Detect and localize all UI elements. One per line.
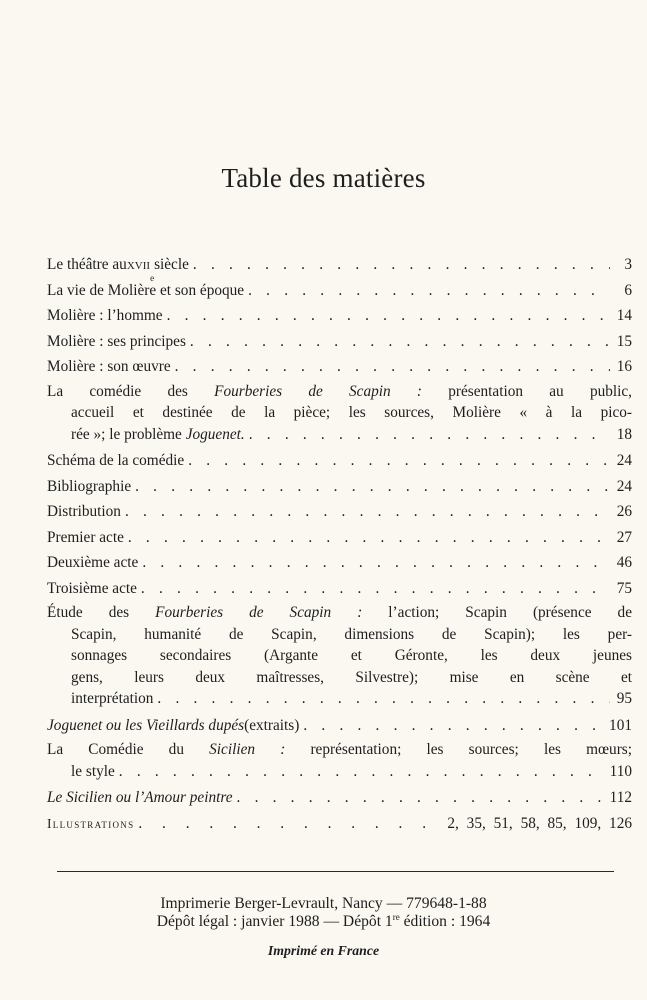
- toc-entry-title: [71, 424, 245, 446]
- entry-text-part: rée »; le problème: [71, 425, 186, 443]
- legal-deposit-text: Dépôt légal : janvier 1988 — Dépôt 1: [156, 913, 393, 930]
- entry-text-part: présentation au public,: [422, 382, 633, 400]
- toc-entry-title: [47, 329, 186, 355]
- leader-dots: [125, 499, 610, 525]
- entry-text-part: Deuxième acte: [47, 554, 139, 571]
- printer-line: Imprimerie Berger-Levrault, Nancy — 779648-1-88: [160, 895, 487, 912]
- toc-entry: [47, 448, 632, 474]
- leader-dots: [142, 550, 610, 576]
- toc-entry-title: [71, 402, 632, 424]
- entry-text-part: Le théâtre au: [47, 256, 127, 273]
- legal-deposit-line: [0, 913, 647, 931]
- leader-dots: [119, 761, 604, 783]
- toc-entry: [47, 713, 632, 739]
- entry-text-part: Schéma de la comédie: [47, 452, 185, 469]
- toc-entry: [47, 785, 632, 811]
- entry-text-part: représentation; les sources; les mœurs;: [285, 741, 633, 758]
- toc-page-number: 110: [609, 762, 632, 780]
- entry-text-part: Joguenet ou les Vieillards dupés: [47, 716, 245, 734]
- table-of-contents: [47, 252, 632, 836]
- leader-dots: [167, 303, 610, 329]
- entry-text-part: sonnages secondaires (Argante et Géronte, les deux jeunes: [71, 647, 632, 664]
- entry-text-part: Molière : ses principes: [47, 332, 186, 350]
- toc-entry-title: Le théâtre au xvii e siècle: [47, 252, 189, 278]
- toc-page-number: 24: [616, 452, 632, 469]
- toc-page-number: 2, 35, 51, 58, 85, 109, 126: [447, 814, 632, 832]
- entry-text-part: interprétation: [71, 690, 154, 707]
- toc-page-number: 14: [616, 307, 632, 324]
- toc-page-number: 16: [616, 358, 632, 375]
- entry-text-part: Premier acte: [47, 528, 124, 546]
- toc-entry-line: [47, 645, 632, 667]
- toc-entry: [47, 303, 632, 329]
- entry-text-part: Scapin, humanité de Scapin, dimensions de Scapin); les per-: [71, 625, 632, 643]
- toc-entry-title: [47, 576, 137, 602]
- entry-text-part: Molière : son œuvre: [47, 358, 171, 375]
- leader-dots: [175, 354, 610, 380]
- entry-text-part: Sicilien :: [209, 741, 286, 758]
- toc-entry-line: [47, 667, 632, 689]
- leader-dots: [188, 448, 610, 474]
- entry-text-part: Distribution: [47, 503, 121, 520]
- toc-entry-title: [47, 550, 138, 576]
- toc-entry-title: [71, 761, 115, 783]
- divider-rule: [57, 871, 614, 872]
- legal-deposit-edition: édition : 1964: [399, 913, 491, 930]
- toc-entry: [47, 602, 632, 710]
- toc-page-number: 46: [616, 554, 632, 571]
- entry-text-part: Fourberies de Scapin :: [155, 604, 363, 621]
- toc-entry: [47, 576, 632, 602]
- toc-entry: [47, 354, 632, 380]
- toc-entry-title: [71, 624, 632, 646]
- colophon: [0, 895, 647, 931]
- leader-dots: [138, 811, 441, 837]
- toc-entry-title: [47, 381, 632, 403]
- toc-entry: [47, 381, 632, 446]
- toc-entry: [47, 252, 632, 283]
- toc-entry-line: [47, 761, 632, 783]
- toc-entry: [47, 278, 632, 304]
- entry-text-part: La Comédie du: [47, 741, 210, 758]
- entry-text-part: le style: [71, 762, 115, 780]
- toc-entry-title: [47, 448, 184, 474]
- toc-page-number: 27: [616, 528, 632, 546]
- toc-entry-title: [71, 688, 153, 710]
- toc-page-number: 112: [609, 789, 632, 806]
- toc-entry-line: [47, 424, 632, 446]
- entry-text-part: gens, leurs deux maîtresses, Silvestre); mise en scène et: [71, 668, 632, 686]
- entry-text-part: La vie de Molière et son époque: [47, 281, 245, 299]
- toc-entry-title: [47, 739, 632, 761]
- toc-entry-title: [47, 713, 299, 739]
- entry-text-part: (extraits): [244, 716, 300, 734]
- entry-text-part: accueil et destinée de la pièce; les sources, Molière « à la pico-: [71, 404, 632, 421]
- leader-dots: [249, 424, 610, 446]
- leader-dots: [237, 785, 604, 811]
- toc-entry-line: [47, 381, 632, 403]
- entry-text-part: l’action; Scapin (présence de: [362, 604, 632, 621]
- toc-entry-title: [47, 474, 131, 500]
- toc-entry-title: [47, 278, 244, 304]
- entry-text-part: siècle: [154, 256, 189, 273]
- entry-text-part: Illustrations: [47, 815, 135, 831]
- entry-text-part: Molière : l’homme: [47, 307, 163, 324]
- toc-entry-title: [71, 667, 632, 689]
- entry-text-part: xvii: [126, 256, 151, 273]
- toc-entry-title: [47, 785, 233, 811]
- toc-entry-title: [47, 525, 124, 551]
- entry-text-part: Troisième acte: [47, 579, 137, 597]
- toc-entry-line: [47, 624, 632, 646]
- printed-in-france: Imprimé en France: [267, 943, 380, 958]
- entry-text-part: La comédie des: [47, 382, 215, 400]
- toc-entry-line: [47, 688, 632, 710]
- leader-dots: [248, 278, 610, 304]
- toc-entry: [47, 550, 632, 576]
- leader-dots: [190, 329, 610, 355]
- entry-text-part: Bibliographie: [47, 477, 132, 495]
- toc-entry-title: [47, 303, 163, 329]
- toc-entry-title: [47, 602, 632, 624]
- leader-dots: [141, 576, 610, 602]
- toc-entry: [47, 499, 632, 525]
- leader-dots: [128, 525, 610, 551]
- entry-text-part: Fourberies de Scapin :: [214, 382, 422, 400]
- entry-text-part: Étude des: [47, 604, 156, 621]
- toc-entry-title: [71, 645, 632, 667]
- toc-entry: [47, 525, 632, 551]
- entry-text-part: Le Sicilien ou l’Amour peintre: [47, 789, 233, 806]
- toc-entry: [47, 739, 632, 782]
- leader-dots: [193, 252, 610, 278]
- page-title: Table des matières: [221, 163, 426, 193]
- toc-page-number: 26: [616, 503, 632, 520]
- toc-page-number: 18: [616, 425, 632, 443]
- toc-page-number: 6: [624, 281, 632, 299]
- toc-page-number: 24: [616, 477, 632, 495]
- toc-entry-line: [47, 739, 632, 761]
- toc-page-number: 75: [616, 579, 632, 597]
- toc-entry-line: [47, 402, 632, 424]
- toc-entry-line: [47, 602, 632, 624]
- toc-entry-title: [47, 499, 121, 525]
- legal-deposit-sup: re: [392, 912, 400, 922]
- toc-entry-title: [47, 811, 134, 837]
- toc-page-number: 95: [616, 690, 632, 707]
- toc-entry: [47, 811, 632, 837]
- leader-dots: [135, 474, 610, 500]
- toc-page-number: 3: [624, 256, 632, 273]
- toc-page-number: 15: [616, 332, 632, 350]
- entry-text-part: Joguenet.: [185, 425, 245, 443]
- toc-entry: [47, 329, 632, 355]
- leader-dots: [157, 688, 610, 710]
- toc-page-number: 101: [609, 716, 632, 734]
- leader-dots: [303, 713, 603, 739]
- toc-entry-title: [47, 354, 171, 380]
- toc-entry: [47, 474, 632, 500]
